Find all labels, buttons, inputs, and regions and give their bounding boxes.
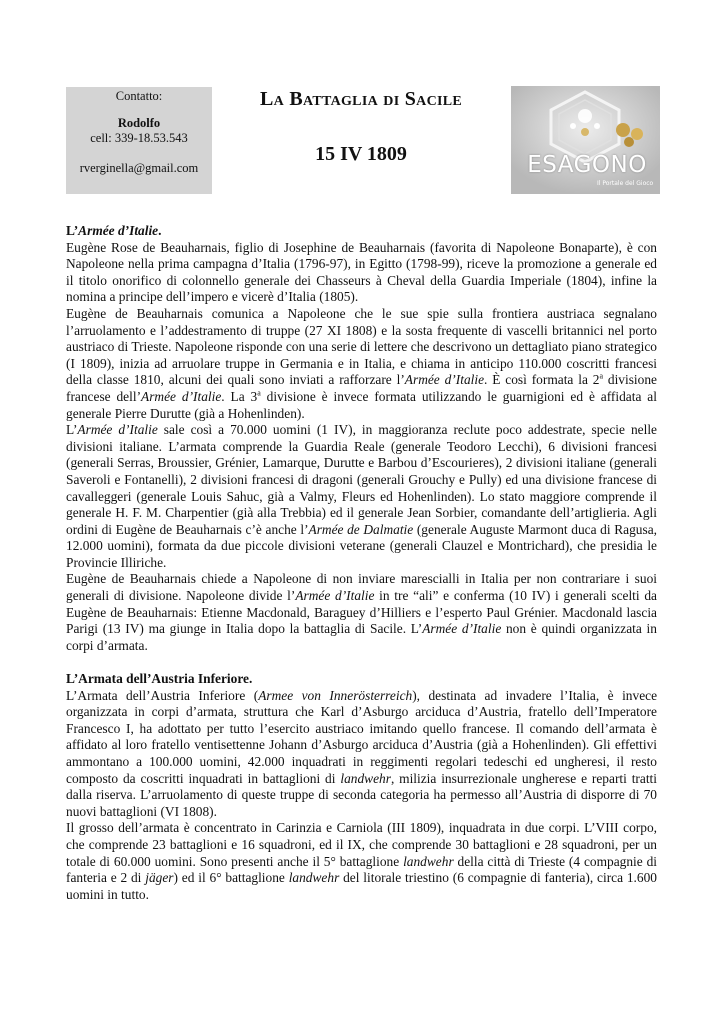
section-heading-armee-italie: L’Armée d’Italie. <box>66 223 162 238</box>
paragraph: Eugène de Beauharnais chiede a Napoleone di non inviare marescialli in Italia per non contrariare i suoi generali di divisione. Napoleone divide l’Armée d’Italie in tre “ali” e conferma (10 IV) i generali scelti da Eugène de Beauharnais: Etienne Macdonald, Baraguey d’Hilliers e l’esperto Paul Grénier. Macdonald lascia Parigi (13 IV) ma giunge in Italia dopo la battaglia di Sacile. L’Armée d’Italie non è quindi organizzata in corpi d’armata. <box>66 571 657 653</box>
paragraph: Eugène de Beauharnais comunica a Napoleone che le sue spie sulla frontiera austriaca segnalano l’arruolamento e l’addestramento di truppe (27 XI 1808) e la sosta frequente di vascelli britannici nel porto austriaco di Trieste. Napoleone risponde con una serie di lettere che descrivono un dettagliato piano strategico (I 1809), inizia ad arruolare truppe in Germania e in Italia, e chiama in anticipo 110.000 coscritti francesi della classe 1810, alcuni dei quali sono inviati a rafforzare l’Armée d’Italie. È così formata la 2$^a$ divisione francese dell’Armée d’Italie. La 3$^a$ divisione è invece formata utilizzando le guarnigioni ed è affidata al generale Pierre Durutte (già a Hohenlinden). <box>66 305 657 421</box>
contact-phone: cell: 339-18.53.543 <box>90 131 188 145</box>
section-heading-armata-austria: L’Armata dell’Austria Inferiore. <box>66 671 253 687</box>
contact-box <box>66 87 212 194</box>
contact-name: Rodolfo <box>117 116 161 130</box>
page-title: La Battaglia di Sacile <box>259 88 463 110</box>
page-date: 15 IV 1809 <box>315 143 407 165</box>
logo-tagline: Il Portale del Gioco <box>597 180 654 187</box>
paragraph: L’Armata dell’Austria Inferiore (Armee von Innerösterreich), destinata ad invadere l’Italia, è invece organizzata in corpi d’armata, struttura che Karl d’Asburgo arciduca d’Austria, fratello dell’Imperatore Francesco I, ha adottato per tutto l’esercito austriaco imitando quello francese. Il comando dell’armata è affidato al loro fratello ventisettenne Johann d’Asburgo arciduca d’Austria (già a Hohenlinden). Gli effettivi ammontano a 100.000 uomini, 42.000 inquadrati in reggimenti regolari tedeschi ed ungheresi, il resto composto da coscritti inquadrati in battaglioni di landwehr, milizia insurrezionale ungherese e reparti tratti dalla riserva. L’arruolamento di queste truppe di seconda categoria ha permesso all’Austria di disporre di 70 nuovi battaglioni (VI 1808). <box>66 687 658 819</box>
section-spacer <box>66 654 657 671</box>
paragraph: L’Armée d’Italie sale così a 70.000 uomini (1 IV), in maggioranza reclute poco addestrate, specie nelle divisioni italiane. L’armata comprende la Guardia Reale (generale Teodoro Lecchi), 6 divisioni francesi (generali Serras, Broussier, Grénier, Lamarque, Durutte e Barbou d’Escourieres), 2 divisioni italiane (generali Saveroli e Fontanelli), 2 divisioni francesi di dragoni (generali Grouchy e Pully) ed una divisione francese di cavalleggeri (generale Louis Sahuc, già a Valmy, Fleurs ed Hohenlinden). Lo stato maggiore comprende il generale H. F. M. Charpentier (già alla Trebbia) ed il generale Jean Sorbier, comandante dell’artiglieria. Agli ordini di Eugène de Beauharnais c’è anche l’Armée de Dalmatie (generale Auguste Marmont duca di Ragusa, 12.000 uomini), formata da due piccole divisioni veterane (generali Clauzel e Montrichard), che presidia le Provincie Illiriche. <box>66 422 657 570</box>
paragraph: Eugène Rose de Beauharnais, figlio di Josephine de Beauharnais (favorita di Napoleone Bonaparte), è con Napoleone nella prima campagna d’Italia (1796-97), in Egitto (1798-99), riceve la promozione a generale ed il titolo onorifico di colonnello generale dei Chasseurs à Cheval della Guardia Imperiale (1804), infine la nomina a principe dell’impero e vicerè d’Italia (1805). <box>66 239 657 305</box>
esagono-logo <box>511 86 660 194</box>
contact-email: rverginella@gmail.com <box>79 161 199 175</box>
article-body <box>66 223 657 903</box>
contact-label: Contatto: <box>115 89 163 103</box>
paragraph: Il grosso dell’armata è concentrato in Carinzia e Carniola (III 1809), inquadrata in due corpi. L’VIII corpo, che comprende 23 battaglioni e 16 squadroni, ed il IX, che comprende 30 battaglioni e 28 squadroni, per un totale di 60.000 uomini. Sono presenti anche il 5° battaglione landwehr della città di Trieste (4 compagnie di fanteria e 2 di jäger) ed il 6° battaglione landwehr del litorale triestino (6 compagnie di fanteria), circa 1.600 uomini in tutto. <box>66 820 657 902</box>
logo-wordmark: ESAGONO <box>527 152 647 178</box>
